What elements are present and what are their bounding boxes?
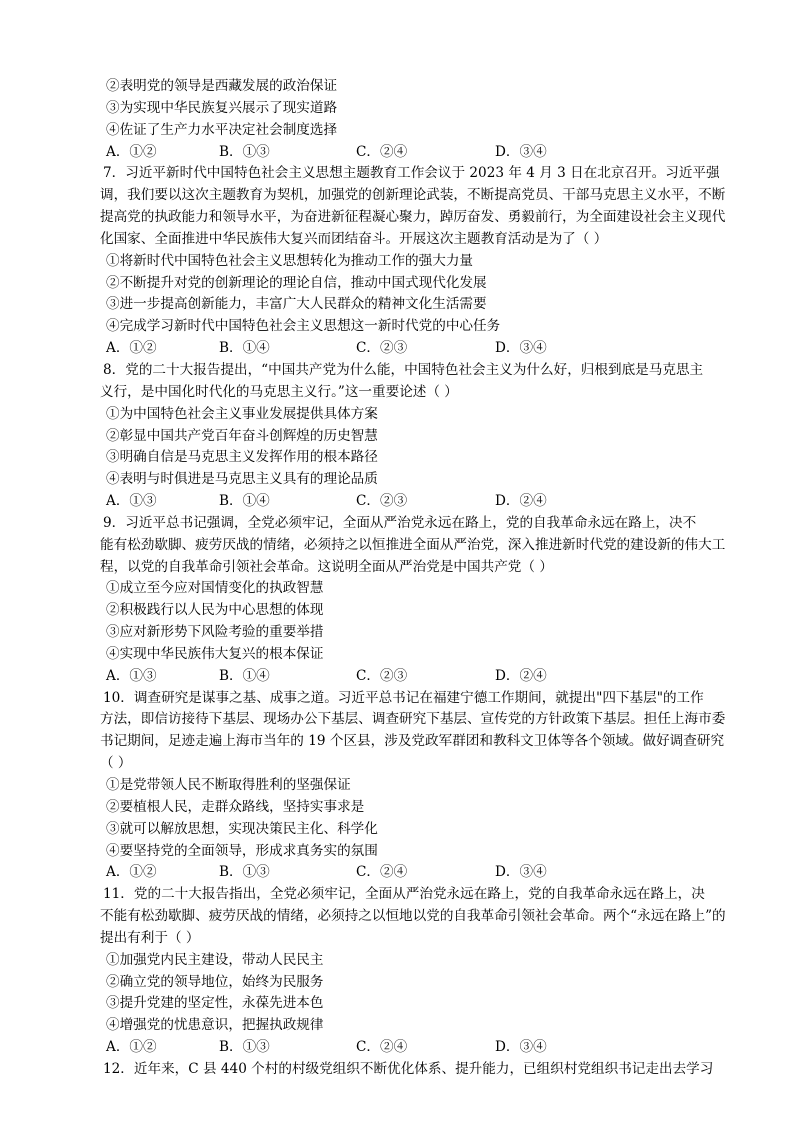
choice-c: C．②③	[356, 340, 408, 357]
question-text-continued: 提高党的执政能力和领导水平，为奋进新征程凝心聚力，踔厉奋发、勇毅前行，为全面建设社会主义现代	[100, 209, 726, 226]
choice-d: D．③④	[495, 864, 547, 881]
option-statement: ④佐证了生产力水平决定社会制度选择	[106, 121, 338, 138]
option-statement: ③应对新形势下风险考验的重要举措	[106, 624, 324, 641]
option-statement: ②确立党的领导地位，始终为民服务	[106, 973, 324, 990]
option-statement: ④增强党的忧患意识，把握执政规律	[106, 1017, 324, 1034]
question-text-continued: （ ）	[100, 755, 132, 772]
choice-b: B．①③	[219, 1039, 270, 1056]
option-statement: ④完成学习新时代中国特色社会主义思想这一新时代党的中心任务	[106, 318, 501, 335]
document-body	[100, 76, 726, 1081]
option-statement: ④表明与时俱进是马克思主义具有的理论品质	[106, 471, 378, 488]
option-statement: ③提升党建的坚定性，永葆先进本色	[106, 995, 324, 1012]
answer-choices	[103, 142, 723, 164]
choice-c: C．②③	[356, 493, 408, 510]
answer-choices	[103, 338, 723, 360]
question-text-continued: 程，以党的自我革命引领社会革命。这说明全面从严治党是中国共产党（ ）	[100, 558, 553, 575]
choice-b: B．①④	[219, 493, 270, 510]
answer-choices	[103, 491, 723, 513]
answer-choices	[103, 862, 723, 884]
question-text: 8．党的二十大报告提出，“中国共产党为什么能，中国特色社会主义为什么好，归根到底是马克思主	[103, 361, 704, 378]
option-statement: ①加强党内民主建设，带动人民民主	[106, 951, 324, 968]
choice-c: C．②④	[356, 864, 408, 881]
option-statement: ②要植根人民，走群众路线，坚持实事求是	[106, 798, 365, 815]
choice-a: A．①③	[106, 667, 157, 684]
option-statement: ①是党带领人民不断取得胜利的坚强保证	[106, 777, 351, 793]
choice-b: B．①④	[219, 667, 270, 684]
option-statement: ③就可以解放思想，实现决策民主化、科学化	[106, 820, 378, 837]
choice-b: B．①③	[219, 143, 270, 160]
choice-d: D．③④	[495, 143, 547, 160]
question-text-continued: 能有松劲歇脚、疲劳厌战的情绪，必须持之以恒推进全面从严治党，深入推进新时代党的建设新的伟大工	[100, 536, 726, 553]
choice-a: A．①②	[106, 340, 157, 357]
option-statement: ②彰显中国共产党百年奋斗创辉煌的历史智慧	[106, 427, 378, 444]
question-text-continued: 方法，即信访接待下基层、现场办公下基层、调查研究下基层、宣传党的方针政策下基层。担任上海市委	[100, 711, 726, 728]
question-text-continued: 化国家、全面推进中华民族伟大复兴而团结奋斗。开展这次主题教育活动是为了（ ）	[100, 230, 608, 247]
question-text-continued: 调，我们要以这次主题教育为契机，加强党的创新理论武装，不断提高党员、干部马克思主义水平，不断	[100, 187, 726, 204]
question-text-continued: 提出有利于（ ）	[100, 929, 200, 946]
choice-a: A．①③	[106, 493, 157, 510]
choice-c: C．②③	[356, 667, 408, 684]
option-statement: ③明确自信是马克思主义发挥作用的根本路径	[106, 449, 378, 466]
choice-d: D．②④	[495, 667, 547, 684]
question-text: 7．习近平新时代中国特色社会主义思想主题教育工作会议于 2023 年 4 月 3 日在北京召开。习近平强	[103, 165, 720, 182]
option-statement: ①为中国特色社会主义事业发展提供具体方案	[106, 405, 378, 422]
question-text: 9．习近平总书记强调，全党必须牢记，全面从严治党永远在路上，党的自我革命永远在路上，决不	[103, 514, 697, 531]
question-text-continued: 书记期间，足迹走遍上海市当年的 19 个区县，涉及党政军群团和教科文卫体等各个领域。做好调查研究	[100, 733, 725, 750]
answer-choices	[103, 1037, 723, 1059]
choice-c: C．②④	[356, 1039, 408, 1056]
choice-d: D．③④	[495, 340, 547, 357]
choice-c: C．②④	[356, 143, 408, 160]
question-text: 11．党的二十大报告指出，全党必须牢记，全面从严治党永远在路上，党的自我革命永远在路上，决	[103, 886, 705, 903]
choice-a: A．①②	[106, 864, 157, 881]
option-statement: ③为实现中华民族复兴展示了现实道路	[106, 99, 338, 116]
option-statement: ①成立至今应对国情变化的执政智慧	[106, 580, 324, 597]
answer-choices	[103, 666, 723, 688]
question-text: 10．调查研究是谋事之基、成事之道。习近平总书记在福建宁德工作期间，就提出"四下基层"的工作	[103, 689, 704, 706]
question-text-continued: 义行，是中国化时代化的马克思主义行。”这一重要论述（ ）	[100, 383, 458, 400]
question-text-continued: 不能有松劲歇脚、疲劳厌战的情绪，必须持之以恒地以党的自我革命引领社会革命。两个“永远在路上”的	[100, 908, 726, 925]
option-statement: ②积极践行以人民为中心思想的体现	[106, 602, 324, 619]
option-statement: ④要坚持党的全面领导，形成求真务实的氛围	[106, 842, 378, 859]
choice-b: B．①④	[219, 340, 270, 357]
option-statement: ②表明党的领导是西藏发展的政治保证	[106, 78, 338, 94]
choice-a: A．①②	[106, 143, 157, 160]
choice-a: A．①②	[106, 1039, 157, 1056]
choice-d: D．②④	[495, 493, 547, 510]
option-statement: ③进一步提高创新能力，丰富广大人民群众的精神文化生活需要	[106, 296, 487, 313]
choice-d: D．③④	[495, 1039, 547, 1056]
option-statement: ④实现中华民族伟大复兴的根本保证	[106, 645, 324, 662]
choice-b: B．①③	[219, 864, 270, 881]
option-statement: ①将新时代中国特色社会主义思想转化为推动工作的强大力量	[106, 252, 474, 269]
question-text: 12．近年来，C 县 440 个村的村级党组织不断优化体系、提升能力，已组织村党组织书记走出去学习	[103, 1060, 714, 1077]
option-statement: ②不断提升对党的创新理论的理论自信，推动中国式现代化发展	[106, 274, 487, 291]
